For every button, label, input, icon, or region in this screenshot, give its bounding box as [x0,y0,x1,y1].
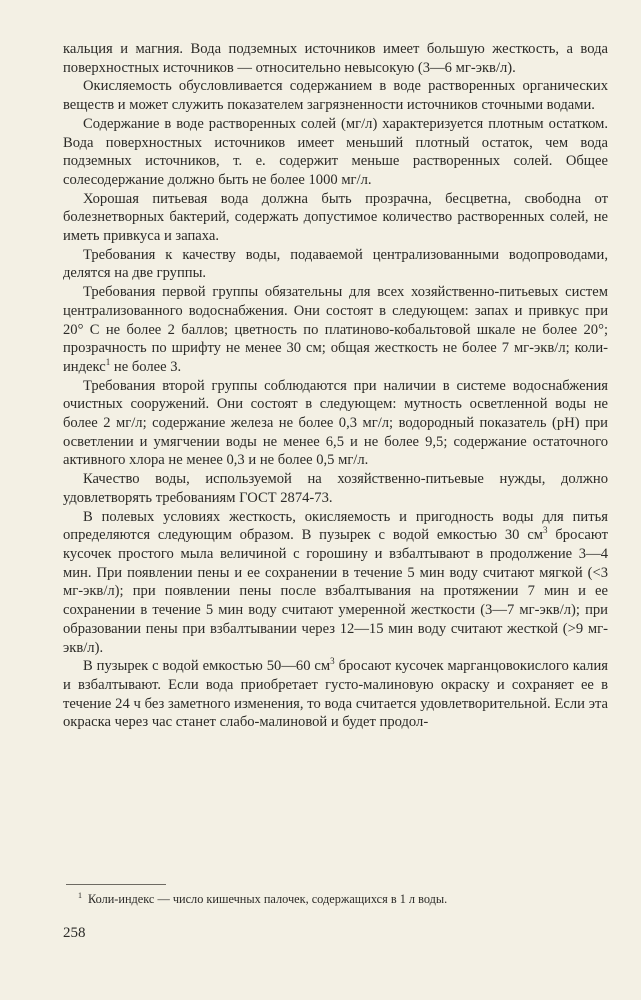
superscript-cubic: 3 [543,525,548,536]
page-number: 258 [63,925,86,941]
paragraph-permanganate-test-text: В пузырек с водой емкостью 50—60 см [83,658,331,675]
paragraph-dissolved-salts: Содержание в воде растворенных солей (мг/л) характеризуется плотным остатком. Вода поверхностных источников имеет меньший плотный остаток, чем вода подземных источников, т. е. содержит меньше растворенных солей. Общее солесодержание должно быть не более 1000 мг/л. [63,115,608,188]
paragraph-first-group-text: Требования первой группы обязательны для всех хозяйственно-питьевых систем централизованного водоснабжения. Они состоят в следующем: запах и привкус при 20° С не более 2 баллов; цветность по платиново-кобальтовой шкале не более 20°; прозрачность по шрифту не менее 30 см; общая жесткость не более 7 мг-экв/л; коли-индекс [63,284,608,375]
paragraph-field-soap-test-tail: бросают кусочек простого мыла величиной с горошину и взбалтывают в продолжение 3—4 мин. При появлении пены и ее сохранении в течение 5 мин воду считают мягкой (<3 мг-экв/л); при появлении пены после взбалтывания на протяжении 7 мин и ее сохранении в течение 5 мин воду считают умеренной жесткости (3—7 мг-экв/л); при образовании пены при взбалтывании через 12—15 мин воду считают жесткой (>9 мг-экв/л). [63,527,608,656]
paragraph-good-water: Хорошая питьевая вода должна быть прозрачна, бесцветна, свободна от болезнетворных бактерий, содержать допустимое количество растворенных солей, не иметь привкуса и запаха. [63,190,608,245]
paragraph-requirements-intro: Требования к качеству воды, подаваемой централизованными водопроводами, делятся на две группы. [63,246,608,282]
superscript-cubic: 3 [330,656,335,667]
footnote-divider [66,884,166,885]
paragraph-calcium-hardness: кальция и магния. Вода подземных источников имеет большую жесткость, а вода поверхностных источников — относительно невысокую (3—6 мг-экв/л). [63,41,608,76]
paragraph-field-soap-test-text: В полевых условиях жесткость, окисляемость и пригодность воды для питья определяются следующим образом. В пузырек с водой емкостью 30 см [63,508,608,544]
paragraph-gost: Качество воды, используемой на хозяйственно-питьевые нужды, должно удовлетворять требованиям ГОСТ 2874-73. [63,471,608,506]
footnote [78,890,608,907]
paragraph-permanganate-test-tail: бросают кусочек марганцовокислого калия и взбалтывают. Если вода приобретает густо-малиновую окраску и сохраняет ее в течение 24 ч без заметного изменения, то вода считается удовлетворительной. Если эта окраска через час станет слабо-малиновой и будет продол- [63,658,608,731]
paragraph-permanganate-test [63,657,608,732]
paragraph-second-group: Требования второй группы соблюдаются при наличии в системе водоснабжения очистных сооружений. Они состоят в следующем: мутность осветленной воды не более 2 мг/л; содержание железа не более 0,3 мг/л; водородный показатель (рН) при осветлении и умягчении воды не менее 6,5 и не более 9,5; содержание остаточного активного хлора не менее 0,3 и не более 0,5 мг/л. [63,377,608,469]
footnote-text: Коли-индекс — число кишечных палочек, содержащихся в 1 л воды. [88,892,448,906]
paragraph-field-soap-test [63,508,608,658]
body-text [63,40,608,732]
footnote-reference: 1 [105,357,111,368]
footnote-mark: 1 [78,890,82,900]
paragraph-first-group [63,283,608,377]
paragraph-first-group-tail: не более 3. [110,358,182,375]
paragraph-oxidability: Окисляемость обусловливается содержанием в воде растворенных органических веществ и может служить показателем загрязненности источников сточными водами. [63,78,608,114]
